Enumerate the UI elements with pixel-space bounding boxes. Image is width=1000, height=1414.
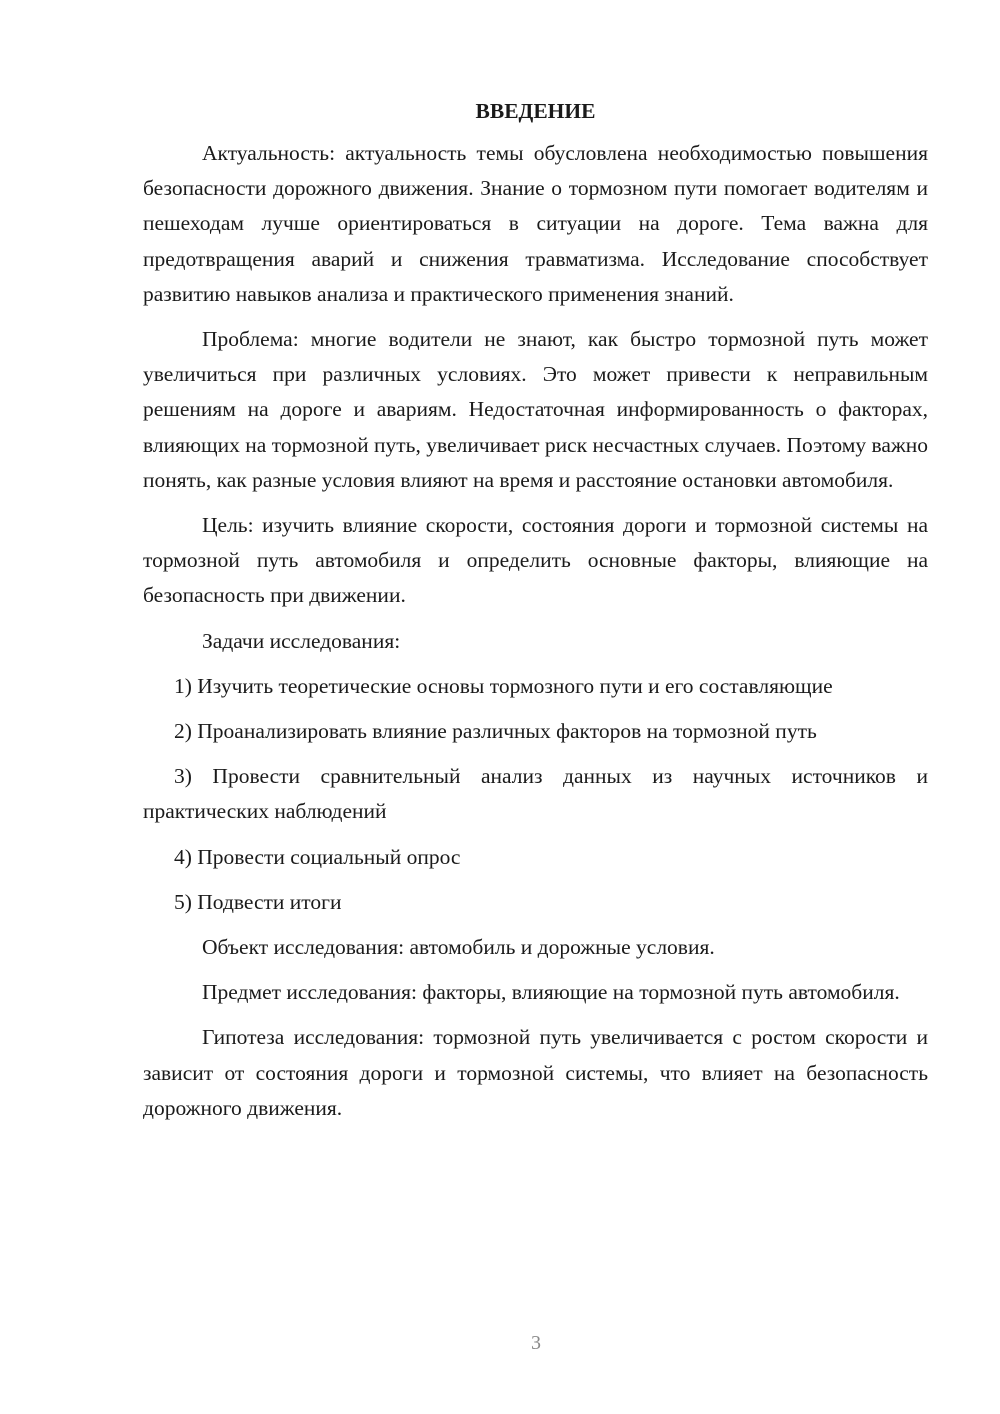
problem-paragraph: Проблема: многие водители не знают, как быстро тормозной путь может увеличиться при различных условиях. Это может привести к неправильным решениям на дороге и авариям. Недостаточная информированность о факторах, влияющих на тормозной путь, увеличивает риск несчастных случаев. Поэтому важно понять, как разные условия влияют на время и расстояние остановки автомобиля. <box>143 327 928 492</box>
tasks-heading: Задачи исследования: <box>202 628 401 653</box>
page-number: 3 <box>531 1332 541 1354</box>
subject-paragraph: Предмет исследования: факторы, влияющие на тормозной путь автомобиля. <box>202 980 900 1005</box>
relevance-paragraph: Актуальность: актуальность темы обусловлена необходимостью повышения безопасности дорожного движения. Знание о тормозном пути помогает водителям и пешеходам лучше ориентироваться в ситуации на дороге. Тема важна для предотвращения аварий и снижения травматизма. Исследование способствует развитию навыков анализа и практического применения знаний. <box>143 141 928 306</box>
hypothesis-paragraph: Гипотеза исследования: тормозной путь увеличивается с ростом скорости и зависит от состояния дороги и тормозной системы, что влияет на безопасность дорожного движения. <box>143 1025 928 1120</box>
section-title: ВВЕДЕНИЕ <box>475 99 596 123</box>
task-item-3: 3) Провести сравнительный анализ данных из научных источников и практических наблюдений <box>143 764 928 824</box>
object-paragraph: Объект исследования: автомобиль и дорожные условия. <box>202 935 715 960</box>
task-item-4: 4) Провести социальный опрос <box>174 844 461 869</box>
task-item-5: 5) Подвести итоги <box>174 889 342 914</box>
document-page <box>143 96 928 1136</box>
task-item-2: 2) Проанализировать влияние различных факторов на тормозной путь <box>174 719 817 744</box>
goal-paragraph: Цель: изучить влияние скорости, состояния дороги и тормозной системы на тормозной путь автомобиля и определить основные факторы, влияющие на безопасность при движении. <box>143 513 928 608</box>
task-item-1: 1) Изучить теоретические основы тормозного пути и его составляющие <box>174 673 833 698</box>
